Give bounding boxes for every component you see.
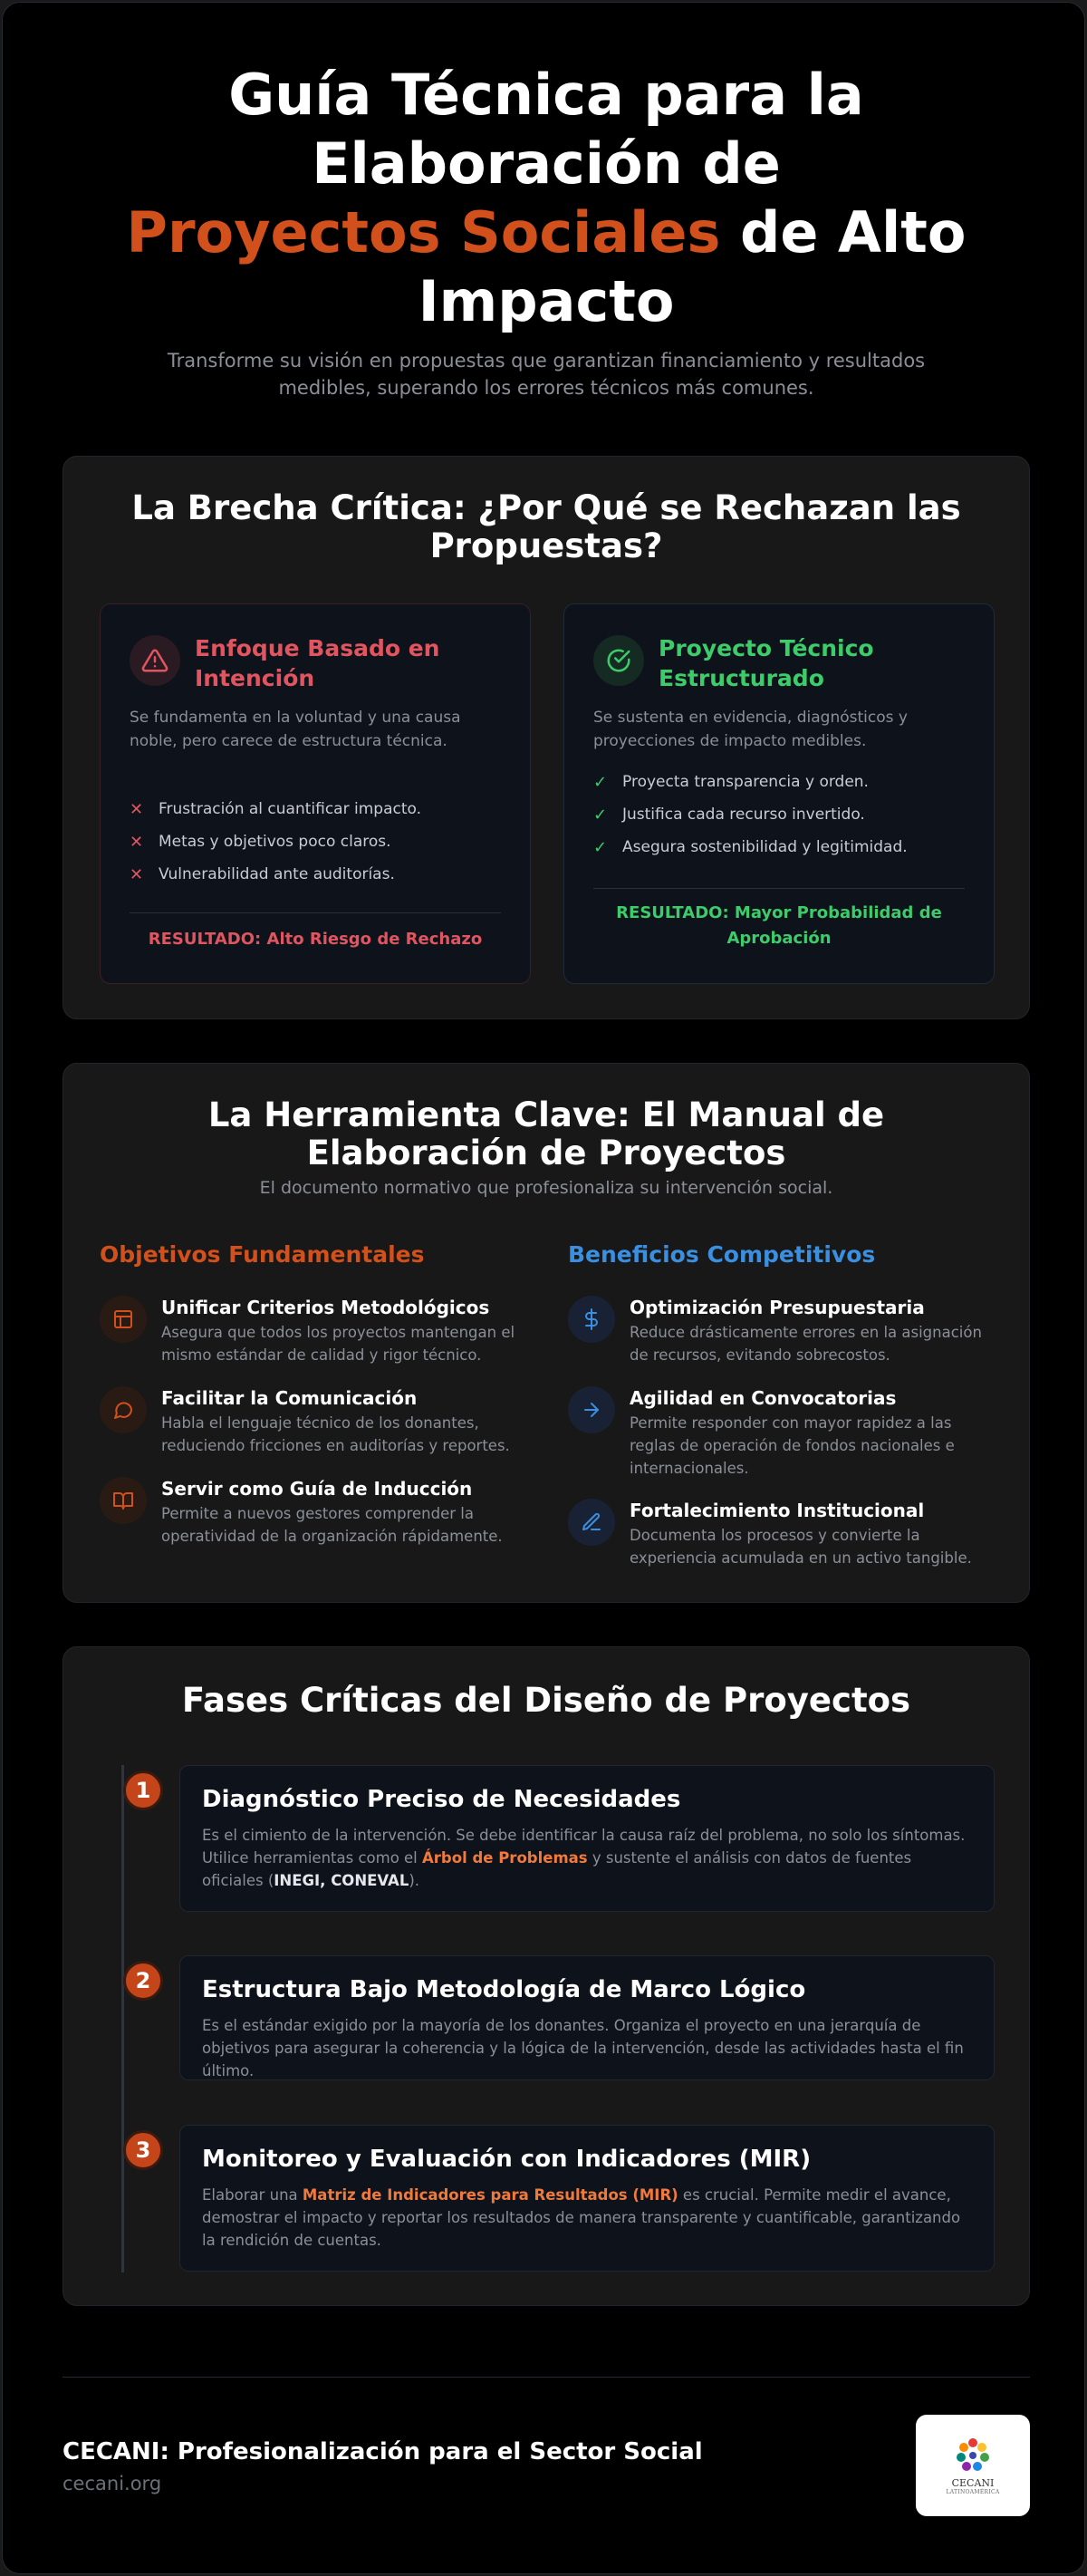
x-icon: ✕ [130,864,144,884]
divider [130,912,501,913]
phase-title: Diagnóstico Preciso de Necesidades [202,1786,681,1813]
dollar-icon [568,1296,615,1343]
timeline-line [121,1765,124,2272]
card-description: Se sustenta en evidencia, diagnósticos y proyecciones de impacto medibles. [593,709,908,750]
critical-phases-section [63,1646,1030,2306]
footer-link[interactable]: cecani.org [63,2473,162,2494]
objective-title: Facilitar la Comunicación [161,1387,418,1409]
step-number: 2 [123,1961,163,2001]
list-item: ✕ Frustración al cuantificar impacto. [130,799,422,819]
chat-bubble-icon [100,1386,147,1433]
objective-title: Unificar Criterios Metodológicos [161,1297,490,1318]
list-item: ✓ Justifica cada recurso invertido. [593,805,865,825]
result-label: RESULTADO: Alto Riesgo de Rechazo [148,930,483,949]
warning-triangle-icon [130,635,180,686]
logo-subtext: LATINOAMÉRICA [946,2489,1000,2495]
result-label: RESULTADO: Mayor Probabilidad de Aprobación [616,903,942,948]
open-book-icon [100,1477,147,1524]
problem-list [130,793,501,891]
benefit-list [593,766,965,863]
phase-description: Es el cimiento de la intervención. Se debe identificar la causa raíz del problema, no solo los síntomas. Utilice herramientas como el Árbol de Problemas y sustente el análisis con datos de fuentes oficiales (INEGI, CONEVAL). [202,1827,966,1889]
cecani-logo [916,2415,1030,2516]
benefit-description: Reduce drásticamente errores en la asignación de recursos, evitando sobrecostos. [630,1324,982,1364]
intention-approach-card [100,603,531,984]
section-title: La Herramienta Clave: El Manual de Elaboración de Proyectos [207,1095,885,1172]
phase-card [179,1765,995,1912]
step-number: 3 [123,2130,163,2170]
page-title: Guía Técnica para la Elaboración de Proyectos Sociales de Alto Impacto [126,62,967,334]
list-item: ✕ Metas y objetivos poco claros. [130,832,391,852]
list-item: ✓ Asegura sostenibilidad y legitimidad. [593,837,908,857]
page-subtitle: Transforme su visión en propuestas que garantizan financiamiento y resultados medibles, superando los errores técnicos más comunes. [167,350,926,399]
structured-project-card [563,603,995,984]
benefits-heading: Beneficios Competitivos [568,1241,876,1268]
phase-title: Estructura Bajo Metodología de Marco Lógico [202,1976,806,2003]
step-number: 1 [123,1770,163,1810]
phase-description: Es el estándar exigido por la mayoría de los donantes. Organiza el proyecto en una jerarquía de objetivos para asegurar la coherencia y la lógica de la intervención, desde las actividades hasta el fin último. [202,2017,964,2079]
x-icon: ✕ [130,799,144,819]
footer-divider [63,2377,1030,2378]
phase-card [179,2125,995,2272]
objective-description: Permite a nuevos gestores comprender la operatividad de la organización rápidamente. [161,1505,503,1545]
benefit-description: Permite responder con mayor rapidez a las reglas de operación de fondos nacionales e internacionales. [630,1414,955,1477]
phase-card [179,1955,995,2080]
check-circle-icon [593,635,644,686]
card-description: Se fundamenta en la voluntad y una causa noble, pero carece de estructura técnica. [130,709,461,750]
x-icon: ✕ [130,832,144,852]
objective-description: Habla el lenguaje técnico de los donantes, reduciendo fricciones en auditorías y reportes. [161,1414,510,1454]
logo-mark-icon [950,2436,996,2475]
check-icon: ✓ [593,837,608,857]
phase-description: Elaborar una Matriz de Indicadores para Resultados (MIR) es crucial. Permite medir el avance, demostrar el impacto y reportar los resultados de manera transparente y cuantificable, garantizando la rendición de cuentas. [202,2186,961,2249]
benefit-title: Agilidad en Convocatorias [630,1387,897,1409]
section-subtitle: El documento normativo que profesionaliza su intervención social. [259,1178,833,1198]
benefit-description: Documenta los procesos y convierte la experiencia acumulada en un activo tangible. [630,1527,972,1567]
key-tool-section [63,1063,1030,1603]
list-item: ✕ Vulnerabilidad ante auditorías. [130,864,395,884]
objective-description: Asegura que todos los proyectos mantengan el mismo estándar de calidad y rigor técnico. [161,1324,515,1364]
list-item: ✓ Proyecta transparencia y orden. [593,772,869,792]
check-icon: ✓ [593,772,608,792]
objective-title: Servir como Guía de Inducción [161,1478,473,1500]
pen-icon [568,1499,615,1546]
layout-icon [100,1296,147,1343]
card-title: Proyecto Técnico Estructurado [659,635,874,691]
card-title: Enfoque Basado en Intención [195,635,440,691]
section-title: Fases Críticas del Diseño de Proyectos [181,1681,911,1720]
arrow-right-icon [568,1386,615,1433]
benefit-title: Fortalecimiento Institucional [630,1500,925,1521]
benefit-title: Optimización Presupuestaria [630,1297,925,1318]
objectives-heading: Objetivos Fundamentales [100,1241,425,1268]
divider [593,888,965,889]
section-title: La Brecha Crítica: ¿Por Qué se Rechazan las Propuestas? [131,488,961,565]
logo-text: CECANI [951,2477,995,2489]
check-icon: ✓ [593,805,608,825]
critical-gap-section [63,456,1030,1019]
page [2,2,1085,2574]
phase-title: Monitoreo y Evaluación con Indicadores (MIR) [202,2146,812,2173]
title-highlight: Proyectos Sociales [126,199,721,265]
footer-title: CECANI: Profesionalización para el Sector Social [63,2438,703,2465]
